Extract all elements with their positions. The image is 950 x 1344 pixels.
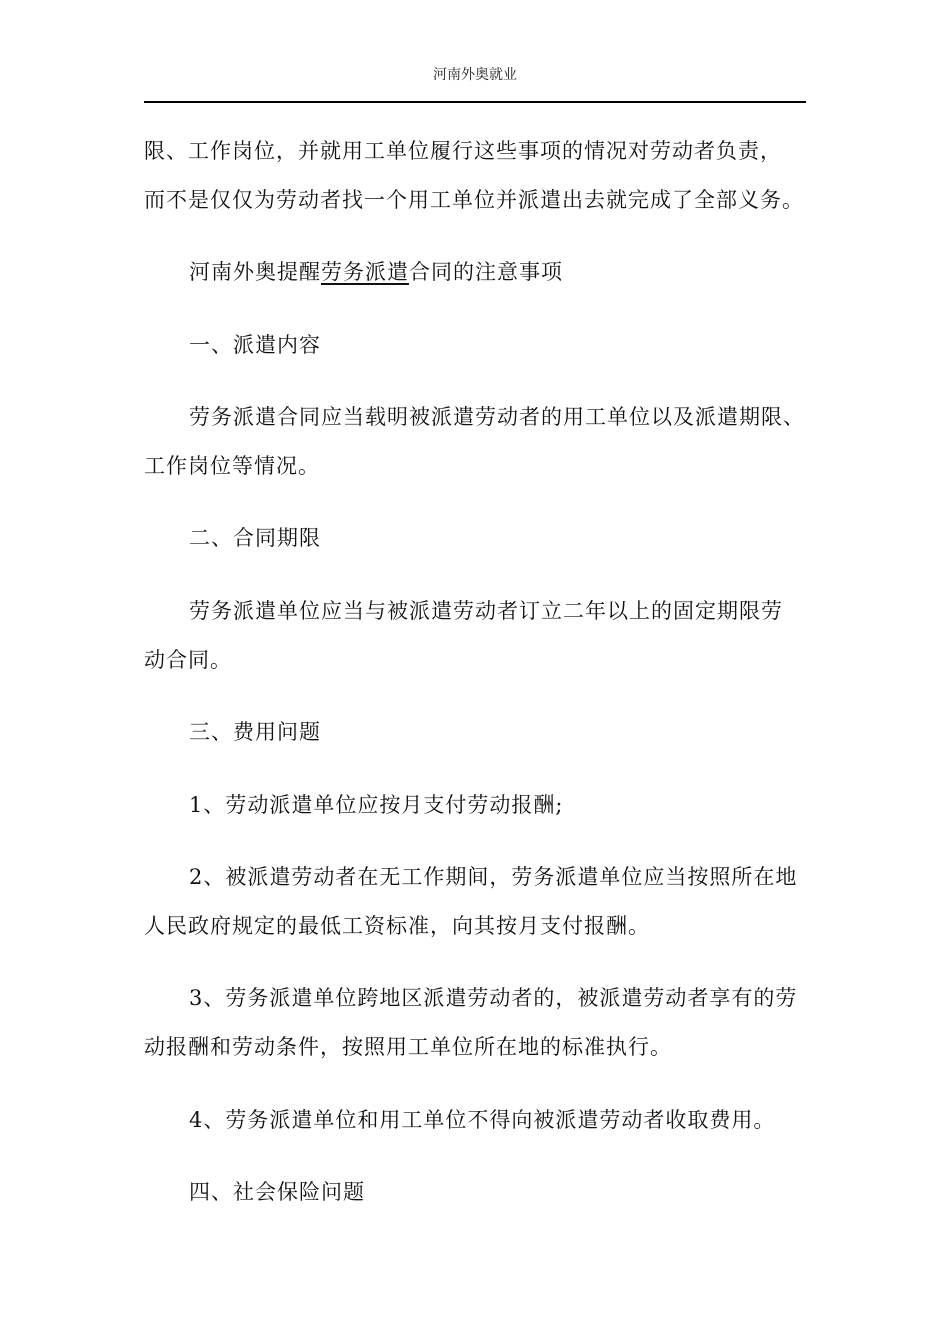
header-divider — [144, 101, 806, 103]
list-item: 4、劳务派遣单位和用工单位不得向被派遣劳动者收取费用。 — [189, 1108, 776, 1132]
paragraph-line: 劳务派遣合同应当载明被派遣劳动者的用工单位以及派遣期限、 — [189, 405, 805, 429]
paragraph-line: 而不是仅仅为劳动者找一个用工单位并派遣出去就完成了全部义务。 — [144, 188, 804, 212]
section-heading: 三、费用问题 — [189, 720, 321, 744]
paragraph-line: 动合同。 — [144, 648, 232, 672]
paragraph-line: 工作岗位等情况。 — [144, 454, 320, 478]
section-heading: 一、派遣内容 — [189, 333, 321, 357]
list-item: 人民政府规定的最低工资标准，向其按月支付报酬。 — [144, 914, 650, 938]
paragraph-text: 合同的注意事项 — [409, 260, 563, 284]
header-title: 河南外奥就业 — [433, 67, 517, 83]
list-item: 动报酬和劳动条件，按照用工单位所在地的标准执行。 — [144, 1035, 672, 1059]
paragraph-line: 劳务派遣单位应当与被派遣劳动者订立二年以上的固定期限劳 — [189, 599, 783, 623]
paragraph-line — [189, 258, 563, 286]
list-item: 3、劳务派遣单位跨地区派遣劳动者的，被派遣劳动者享有的劳 — [189, 986, 798, 1010]
paragraph-text: 河南外奥提醒 — [189, 260, 321, 284]
labor-dispatch-link[interactable]: 劳务派遣 — [321, 260, 409, 284]
section-heading: 四、社会保险问题 — [189, 1180, 365, 1204]
list-item: 2、被派遣劳动者在无工作期间，劳务派遣单位应当按照所在地 — [189, 865, 798, 889]
page-header — [144, 0, 806, 104]
list-item: 1、劳动派遣单位应按月支付劳动报酬; — [189, 793, 564, 817]
section-heading: 二、合同期限 — [189, 526, 321, 550]
paragraph-line: 限、工作岗位，并就用工单位履行这些事项的情况对劳动者负责， — [144, 139, 782, 163]
